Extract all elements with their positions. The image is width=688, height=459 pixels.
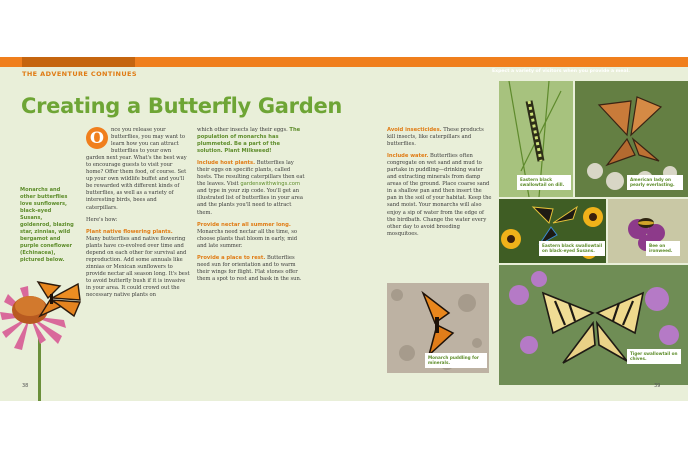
right-banner: Expect a variety of visitors when you provide a meal. <box>492 69 630 74</box>
heading-native-plants: Plant native flowering plants. <box>86 228 173 235</box>
intro-paragraph: nce you release your butterflies, you may want to learn how you can attract butterflies to your own garden next year. What's the best way to encourage guests to visit your home? Offer them food, of course. Set up your own wildlife buffet and you'll be rewarded with different kinds of butterflies, as well as a variety of interesting birds, bees and caterpillars. <box>86 127 187 211</box>
host-plants-body-2: and type in your zip code. You'll get an illustrated list of butterflies in your area and the plants you'll need to attract them. <box>197 188 303 216</box>
native-plants-body: Many butterflies and native flowering plants have co-evolved over time and depend on each other for survival and reproduction. Add some annuals like zinnias or Mexican sunflowers to provide nectar all season long. It's best to avoid butterfly bush if it is invasive in your area. It could crowd out the necessary native plants on <box>86 235 190 299</box>
section-label: THE ADVENTURE CONTINUES <box>22 70 137 78</box>
monarch-puddling-photo <box>387 283 489 373</box>
drop-cap: O <box>86 127 108 149</box>
bee-ironweed-photo <box>608 199 688 263</box>
text-column-3 <box>387 127 493 243</box>
page-title: Creating a Butterfly Garden <box>21 94 343 118</box>
caption-monarch-puddling: Monarch puddling for minerals. <box>425 353 487 368</box>
text-column-1 <box>86 127 190 304</box>
header-bar <box>0 57 688 67</box>
caption-swallowtail-dill: Eastern black swallowtail on dill. <box>517 175 571 190</box>
insecticides-body: These products kill insects, like caterpillars and butterflies. <box>387 127 484 148</box>
coneflower-photo <box>0 272 86 401</box>
heading-host-plants: Include host plants. <box>197 160 256 167</box>
caption-bee: Bee on ironweed. <box>646 241 680 256</box>
rest-body: Butterflies need sun for orientation and to warm their wings for flight. Flat stones offer them a spot to rest and bask in the sun. <box>197 254 302 282</box>
book-spread <box>0 57 688 401</box>
monarch-population-note: The population of monarchs has plummeted. Be a part of the solution. Plant Milkweed! <box>197 127 301 155</box>
painted-lady-photo <box>575 81 688 197</box>
host-plants-body-1: Butterflies lay their eggs on specific plants, called hosts. The resulting caterpillars then eat the leaves. Visit <box>197 160 305 188</box>
caption-swallowtail-susans: Eastern black swallowtail on black-eyed Susans. <box>539 241 605 256</box>
heres-how: Here's how: <box>86 216 118 223</box>
nectar-body: Monarchs need nectar all the time, so choose plants that bloom in early, mid and late summer. <box>197 228 298 249</box>
heading-water: Include water. <box>387 153 429 160</box>
caption-tiger-swallowtail: Tiger swallowtail on chives. <box>627 349 681 364</box>
page-number-right: 39 <box>654 383 661 389</box>
tiger-swallowtail-photo <box>499 265 688 385</box>
water-body: Butterflies often congregate on wet sand and mud to partake in puddling—drinking water and extracting minerals from damp areas of the ground. Place coarse sand in a shallow pan and then insert the pan in the soil of your habitat. Keep the sand moist. Your monarchs will also enjoy a sip of water from the edge of the birdbath. Change the water every other day to avoid breeding mosquitoes. <box>387 153 492 237</box>
swallowtail-susans-photo <box>499 199 606 263</box>
caption-painted-lady: American lady on pearly everlasting. <box>627 175 683 190</box>
native-plants-continued: which other insects lay their eggs. <box>197 127 288 133</box>
heading-insecticides: Avoid insecticides. <box>387 127 442 133</box>
heading-nectar: Provide nectar all summer long. <box>197 221 291 228</box>
heading-rest: Provide a place to rest. <box>197 254 266 261</box>
coneflower-caption: Monarchs and other butterflies love sunflowers, black-eyed Susans, goldenrod, blazing star, zinnias, wild bergamot and purple coneflower (Echinacea), pictured below. <box>20 187 74 263</box>
page-number-left: 38 <box>22 383 29 389</box>
swallowtail-dill-photo <box>499 81 573 197</box>
text-column-2 <box>197 127 307 288</box>
gardens-with-wings-link[interactable]: gardenswithwings.com <box>240 181 301 188</box>
